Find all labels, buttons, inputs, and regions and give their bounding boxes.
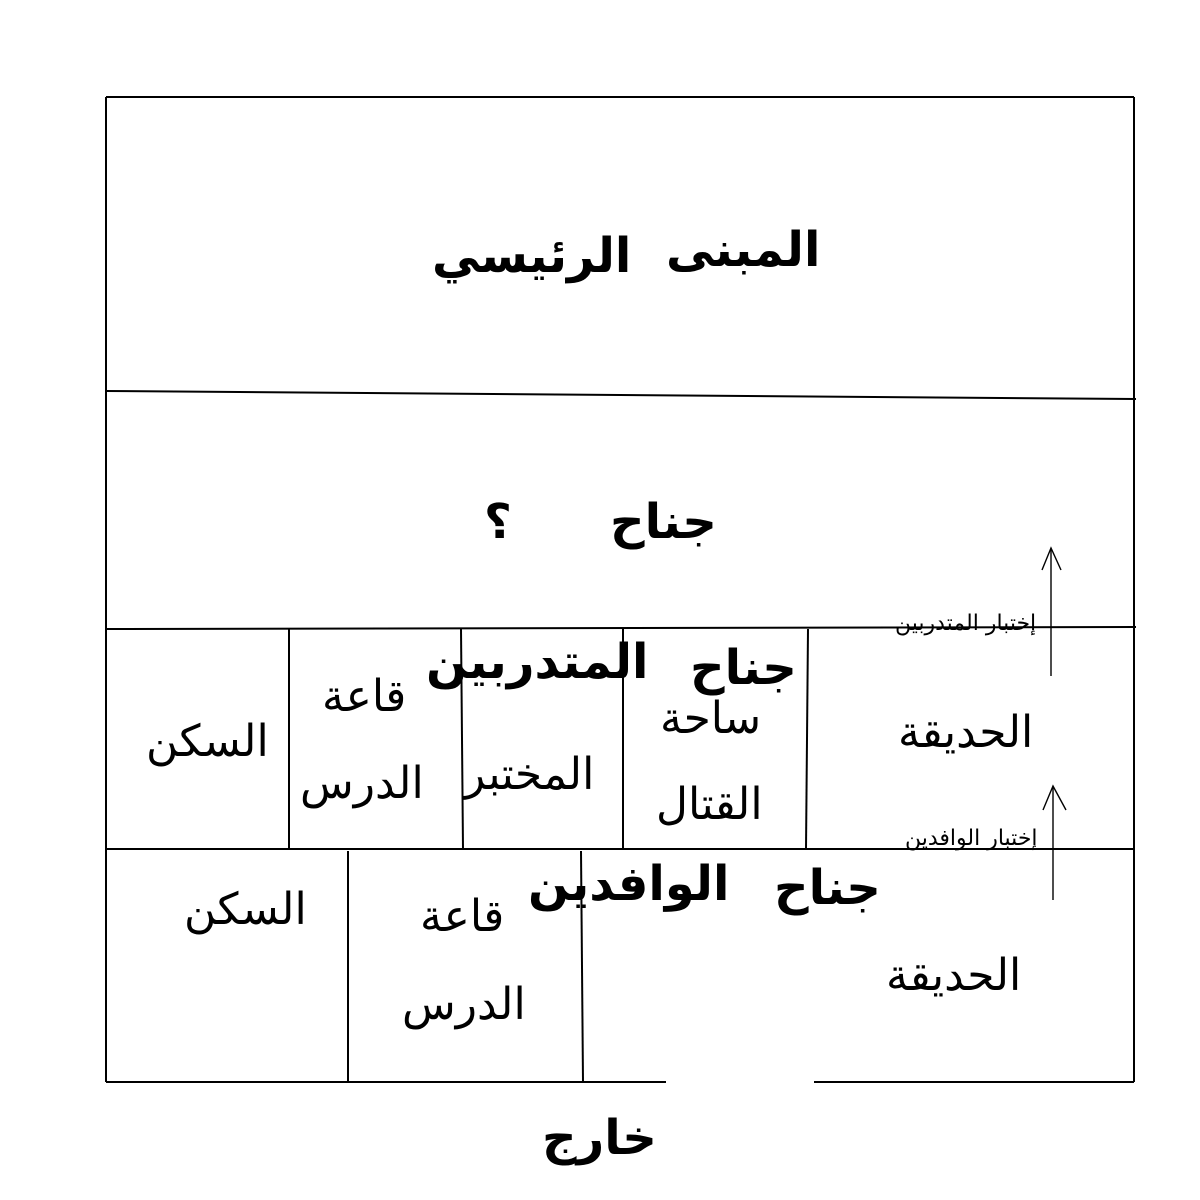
newcomers-exam-label: إختبار الوافدين [905, 826, 1038, 851]
unknown-wing-word2: ؟ [484, 494, 512, 550]
divider-main-building [106, 391, 1136, 399]
trainees-wing-title-word1: جناح [690, 640, 797, 696]
trainees-lab: المختبر [464, 749, 595, 800]
trainees-housing: السكن [146, 716, 269, 767]
trainees-arena-line1: ساحة [660, 693, 762, 744]
trainees-wing-title-word2: المتدربين [426, 634, 649, 690]
main-building-word2: الرئيسي [432, 228, 632, 284]
trainees-classroom-line2: الدرس [300, 758, 424, 809]
newcomers-classroom-line2: الدرس [402, 979, 526, 1030]
trainees-arena-line2: القتال [656, 779, 763, 830]
trainees-exam-label: إختبار المتدربين [895, 611, 1037, 636]
outside-label: خارج [542, 1110, 657, 1166]
newcomers-wing-title-word2: الوافدين [528, 856, 730, 912]
trainees-garden: الحديقة [898, 707, 1034, 758]
trainees-classroom-line1: قاعة [322, 671, 407, 722]
newcomers-classroom-line1: قاعة [420, 891, 505, 942]
newcomers-housing: السكن [184, 884, 307, 935]
newcomers-garden: الحديقة [886, 950, 1022, 1001]
main-building-word1: المبنى [666, 222, 821, 278]
newcomers-wing-title-word1: جناح [774, 860, 881, 916]
newcomers-exam-arrowhead [1043, 786, 1066, 810]
trainees-wall-4 [806, 629, 808, 849]
unknown-wing-word1: جناح [610, 494, 717, 550]
